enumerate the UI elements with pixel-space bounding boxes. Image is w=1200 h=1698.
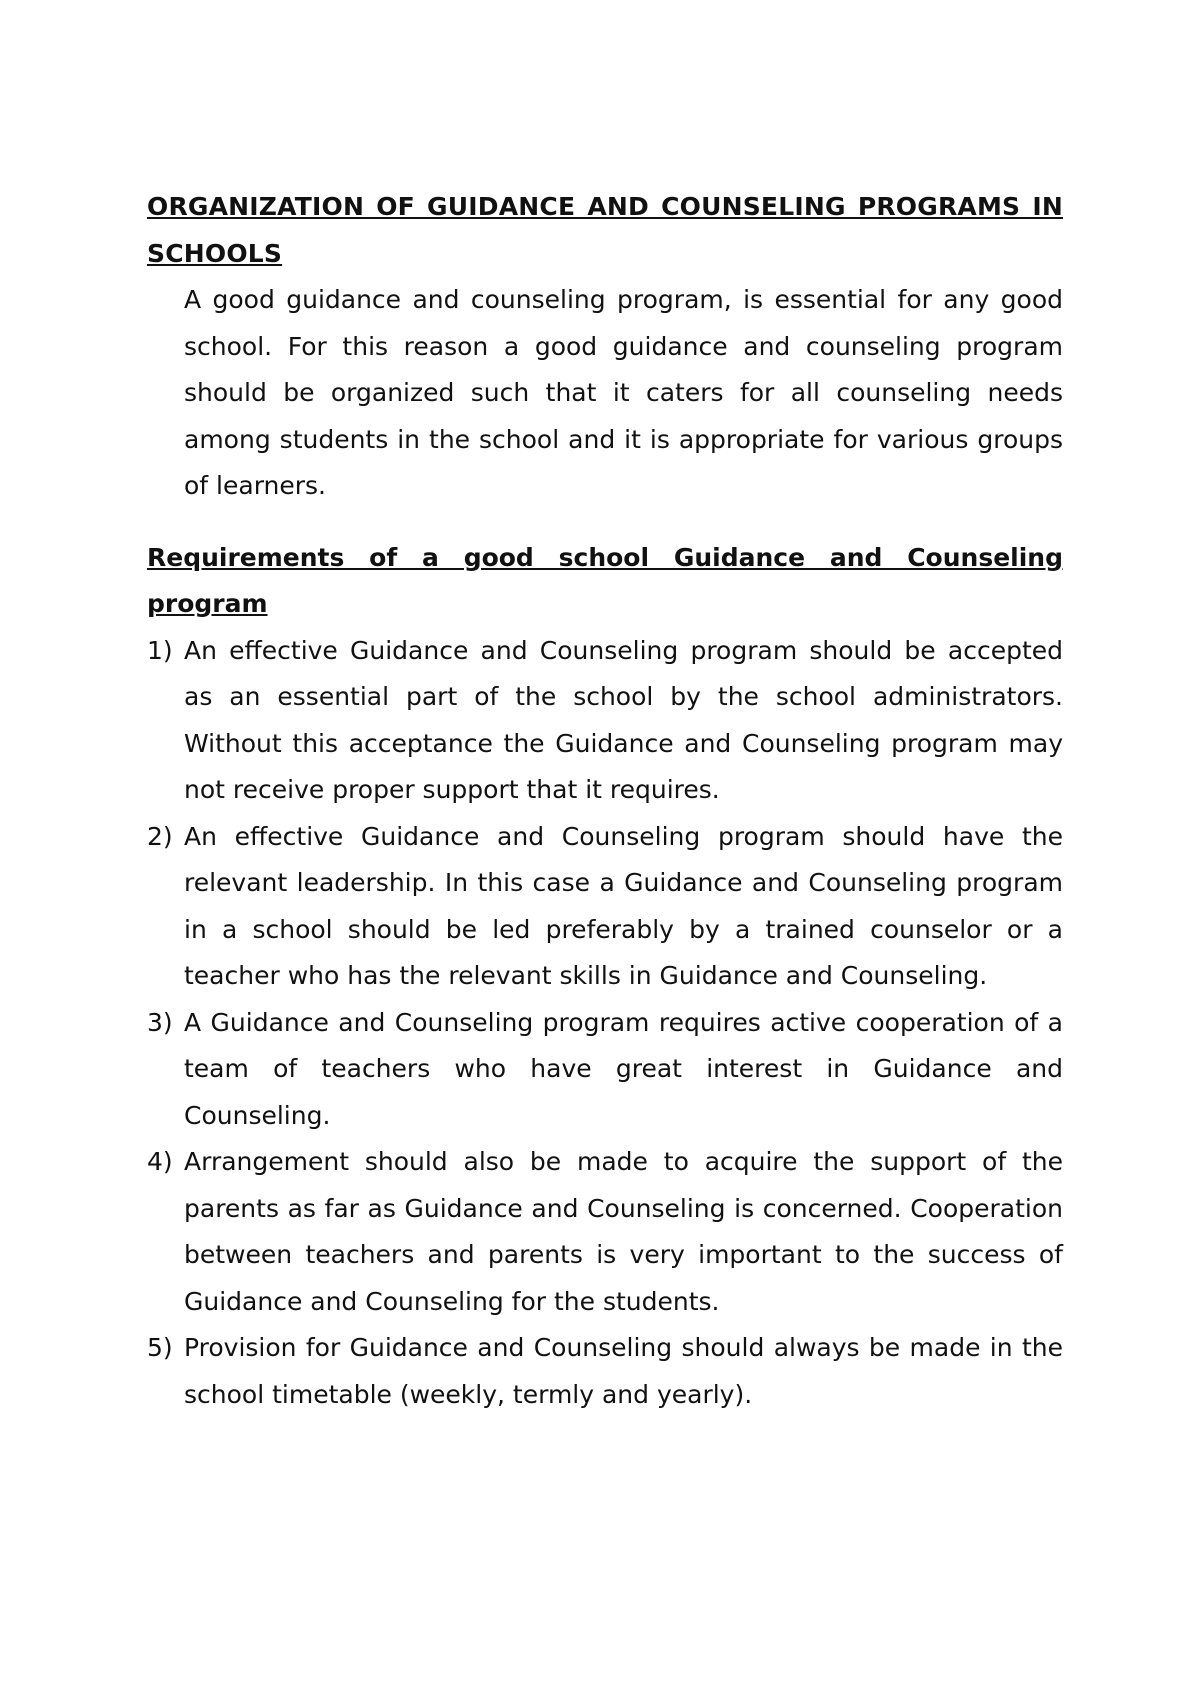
requirements-list: [147, 628, 1063, 1419]
requirement-text: Provision for Guidance and Counseling should always be made in the school timetable (weekly, termly and yearly).: [184, 1333, 1063, 1409]
requirement-number: 4): [147, 1147, 173, 1176]
intro-paragraph: A good guidance and counseling program, is essential for any good school. For this reason a good guidance and counseling program should be organized such that it caters for all counseling needs among students in the school and it is appropriate for various groups of learners.: [184, 285, 1063, 500]
requirement-number: 3): [147, 1007, 173, 1037]
requirement-number: 5): [147, 1333, 173, 1362]
requirement-item: [147, 628, 1063, 814]
requirement-text: An effective Guidance and Counseling program should have the relevant leadership. In this case a Guidance and Counseling program in a school should be led preferably by a trained counselor or a teacher who has the relevant skills in Guidance and Counseling.: [184, 821, 1063, 990]
requirement-item: [147, 814, 1063, 1000]
requirement-item: [147, 1000, 1063, 1140]
requirement-text: A Guidance and Counseling program requires active cooperation of a team of teachers who have great interest in Guidance and Counseling.: [184, 1007, 1063, 1130]
requirements-heading: Requirements of a good school Guidance and Counseling program: [147, 542, 1063, 618]
requirement-number: 2): [147, 821, 173, 851]
requirement-text: An effective Guidance and Counseling program should be accepted as an essential part of the school by the school administrators. Without this acceptance the Guidance and Counseling program may not receive proper support that it requires.: [184, 635, 1063, 804]
requirement-text: Arrangement should also be made to acquire the support of the parents as far as Guidance and Counseling is concerned. Cooperation between teachers and parents is very important to the success of Guidance and Counseling for the students.: [184, 1147, 1063, 1316]
requirement-item: [147, 1139, 1063, 1325]
requirement-number: 1): [147, 635, 173, 665]
requirement-item: [147, 1325, 1063, 1418]
document-title: ORGANIZATION OF GUIDANCE AND COUNSELING PROGRAMS IN SCHOOLS: [147, 192, 1063, 268]
document-page: [147, 184, 1063, 1418]
